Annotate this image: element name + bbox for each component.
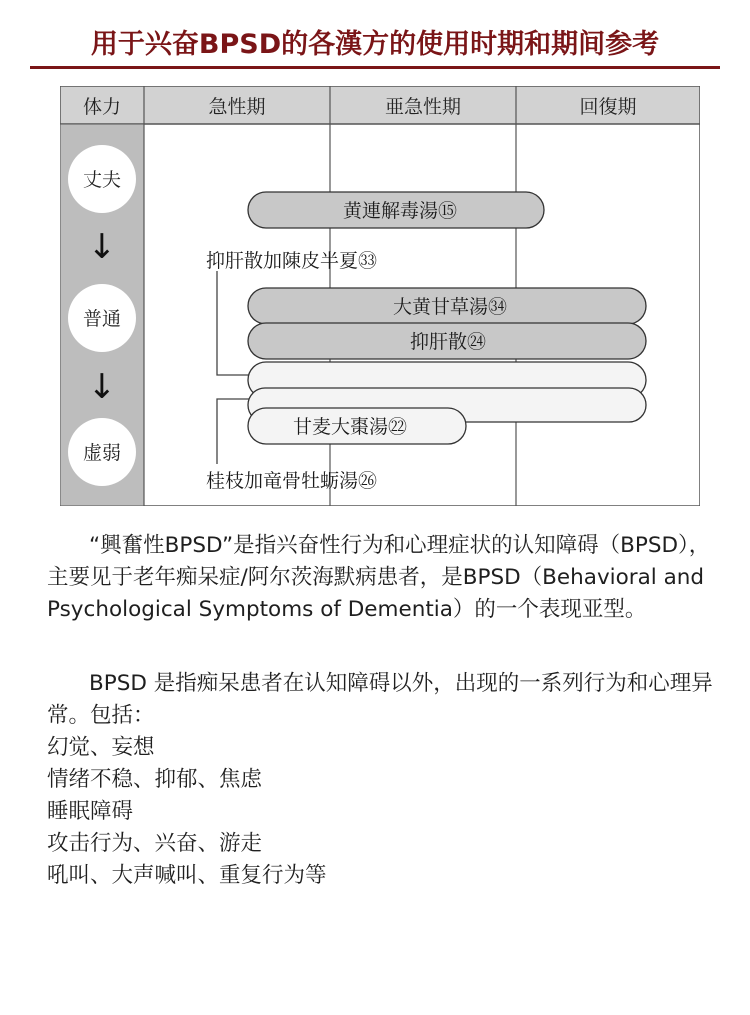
header-subacute: 亜急性期 (384, 96, 462, 118)
page-title: 用于兴奋BPSD的各漢方的使用时期和期间参考 (90, 29, 660, 60)
bar-f54-label: 抑肝散㉔ (409, 331, 487, 353)
symptom-item: 攻击行为、兴奋、游走 (47, 831, 263, 856)
arrow-down-icon: ↓ (87, 227, 117, 267)
strength-weak-label: 虚弱 (82, 442, 122, 464)
bar-f72-label: 甘麦大棗湯㉒ (292, 416, 408, 438)
usage-period-table (60, 86, 700, 506)
strength-strong-label: 丈夫 (82, 169, 122, 191)
body-text (47, 530, 727, 892)
paragraph-definition: “興奮性BPSD”是指兴奋性行为和心理症状的认知障碍（BPSD），主要见于老年痴呆症/阿尔茨海默病患者，是BPSD（Behavioral and Psychological Symptoms of Dementia）的一个表现亚型。 (47, 533, 711, 622)
symptom-item: 幻觉、妄想 (47, 735, 155, 760)
arrow-down-icon: ↓ (87, 367, 117, 407)
paragraph-gap (47, 626, 727, 668)
label-f83: 抑肝散加陳皮半夏㉝ (206, 250, 378, 272)
symptom-item: 吼叫、大声喊叫、重复行为等 (47, 863, 327, 888)
strength-normal-label: 普通 (82, 308, 122, 330)
symptom-item: 情绪不稳、抑郁、焦虑 (47, 767, 263, 792)
bar-f15-label: 黄連解毒湯⑮ (342, 200, 458, 222)
header-recovery: 回復期 (579, 96, 637, 118)
label-f26: 桂枝加竜骨牡蛎湯㉖ (206, 470, 378, 492)
paragraph-bpsd: BPSD 是指痴呆患者在认知障碍以外，出现的一系列行为和心理异常。包括： (47, 671, 713, 728)
bar-f84-label: 大黄甘草湯㉞ (392, 296, 508, 318)
title-underline (30, 66, 720, 69)
header-strength: 体力 (82, 96, 122, 118)
header-acute: 急性期 (208, 96, 266, 118)
symptom-item: 睡眠障碍 (47, 799, 134, 824)
